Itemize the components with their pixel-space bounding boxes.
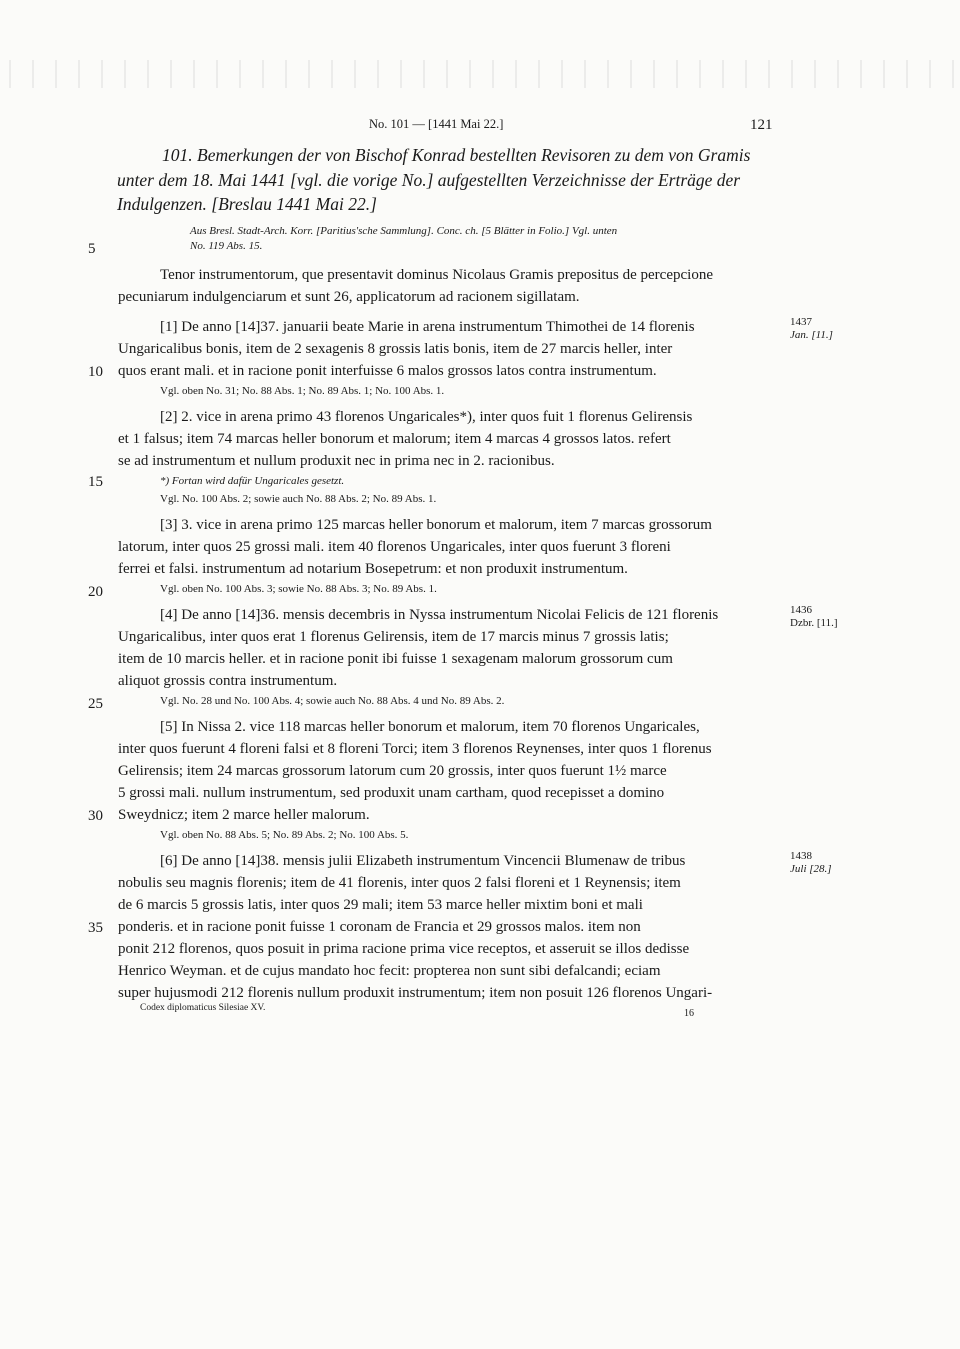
margin-date: Dzbr. [11.]	[790, 616, 838, 629]
margin-year: 1438	[790, 850, 812, 862]
page-number: 121	[750, 117, 773, 133]
margin-year: 1437	[790, 316, 812, 328]
entry-4-reference: Vgl. No. 28 und No. 100 Abs. 4; sowie auch No. 88 Abs. 4 und No. 89 Abs. 2.	[160, 695, 505, 707]
line-number: 35	[88, 920, 103, 936]
line-number: 5	[88, 241, 96, 257]
entry-4-line-1: [4] De anno [14]36. mensis decembris in Nyssa instrumentum Nicolai Felicis de 121 florenis	[160, 607, 719, 623]
entry-2-line-3: se ad instrumentum et nullum produxit nec in prima nec in 2. racionibus.	[118, 453, 555, 469]
line-number: 20	[88, 584, 103, 600]
margin-year: 1436	[790, 604, 812, 616]
intro-line-1: Tenor instrumentorum, que presentavit dominus Nicolaus Gramis prepositus de percepcione	[160, 267, 713, 283]
line-number: 15	[88, 474, 103, 490]
document-title-line-2: unter dem 18. Mai 1441 [vgl. die vorige No.] aufgestellten Verzeichnisse der Erträge der	[117, 170, 741, 190]
entry-6-line-6: Henrico Weyman. et de cujus mandato hoc fecit: propterea non sunt sibi defalcandi; eciam	[118, 963, 661, 979]
source-note-line-1: Aus Bresl. Stadt-Arch. Korr. [Paritius'sche Sammlung]. Conc. ch. [5 Blätter in Folio.] Vgl. unten	[190, 225, 618, 237]
entry-3-line-3: ferrei et falsi. instrumentum ad notarium Bosepetrum: et non produxit instrumentum.	[118, 561, 628, 577]
sheet-signature: 16	[684, 1008, 694, 1019]
entry-1-line-1: [1] De anno [14]37. januarii beate Marie in arena instrumentum Thimothei de 14 florenis	[160, 319, 695, 335]
margin-note-1438	[790, 850, 832, 875]
entry-6-line-4: ponderis. et in racione ponit fuisse 1 coronam de Francia et 29 grossos malos. item non	[118, 919, 641, 935]
margin-date: Jan. [11.]	[790, 328, 833, 341]
entry-5-line-3: Gelirensis; item 24 marcas grossorum latorum cum 20 grossis, inter quos fuerunt 1½ marce	[118, 763, 667, 779]
document-title-line-3: Indulgenzen. [Breslau 1441 Mai 22.]	[117, 194, 377, 214]
line-number: 25	[88, 696, 103, 712]
line-number: 30	[88, 808, 103, 824]
intro-line-2: pecuniarum indulgenciarum et sunt 26, applicatorum ad racionem sigillatam.	[118, 289, 580, 305]
entry-2-line-2: et 1 falsus; item 74 marcas heller bonorum et malorum; item 4 marcas 4 grossos latos. refert	[118, 431, 671, 447]
source-note-line-2: No. 119 Abs. 15.	[190, 240, 263, 252]
entry-6-line-1: [6] De anno [14]38. mensis julii Elizabeth instrumentum Vincencii Blumenaw de tribus	[160, 853, 686, 869]
entry-6-line-2: nobulis seu magnis florenis; item de 41 florenis, inter quos 2 falsi floreni et 1 Reynensis; item	[118, 875, 681, 891]
entry-4-line-4: aliquot grossis contra instrumentum.	[118, 673, 338, 689]
margin-note-1436	[790, 604, 838, 629]
entry-3-line-1: [3] 3. vice in arena primo 125 marcas heller bonorum et malorum, item 7 marcas grossorum	[160, 517, 712, 533]
document-title-line-1: 101. Bemerkungen der von Bischof Konrad bestellten Revisoren zu dem von Gramis	[162, 145, 751, 165]
entry-5-line-1: [5] In Nissa 2. vice 118 marcas heller bonorum et malorum, item 70 florenos Ungaricales,	[160, 719, 700, 735]
line-number: 10	[88, 364, 103, 380]
entry-5-reference: Vgl. oben No. 88 Abs. 5; No. 89 Abs. 2; No. 100 Abs. 5.	[160, 829, 409, 841]
codex-footer: Codex diplomaticus Silesiae XV.	[140, 1003, 266, 1013]
margin-date: Juli [28.]	[790, 862, 832, 875]
running-header: No. 101 — [1441 Mai 22.]	[369, 117, 504, 131]
scan-noise-band	[0, 60, 960, 88]
entry-5-line-4: 5 grossi mali. nullum instrumentum, sed produxit unam cartham, quod recepisset a domino	[118, 785, 665, 801]
entry-2-footnote: *) Fortan wird dafür Ungaricales gesetzt.	[160, 475, 345, 487]
entry-5-line-5: Sweydnicz; item 2 marce heller malorum.	[118, 807, 370, 823]
entry-1-line-3: quos erant mali. et in racione ponit interfuisse 6 malos grossos latos contra instrumentum.	[118, 363, 657, 379]
entry-5-line-2: inter quos fuerunt 4 floreni falsi et 8 floreni Torci; item 3 florenos Reynenses, inter quos 1 florenus	[118, 741, 712, 757]
margin-note-1437	[790, 316, 833, 341]
entry-6-line-7: super hujusmodi 212 florenis nullum produxit instrumentum; item non posuit 126 florenos Ungari-	[118, 985, 713, 1001]
entry-6-line-3: de 6 marcis 5 grossis latis, inter quos 29 mali; item 53 marce heller mixtim boni et mali	[118, 897, 643, 913]
entry-4-line-2: Ungaricalibus, inter quos erat 1 florenus Gelirensis, item de 17 marcis minus 7 grossis latis;	[118, 629, 669, 645]
entry-2-reference: Vgl. No. 100 Abs. 2; sowie auch No. 88 Abs. 2; No. 89 Abs. 1.	[160, 493, 437, 505]
entry-2-line-1: [2] 2. vice in arena primo 43 florenos Ungaricales*), inter quos fuit 1 florenus Gelirensis	[160, 409, 693, 425]
entry-3-reference: Vgl. oben No. 100 Abs. 3; sowie No. 88 Abs. 3; No. 89 Abs. 1.	[160, 583, 437, 595]
entry-4-line-3: item de 10 marcis heller. et in racione ponit ibi fuisse 1 sexagenam malorum grossorum cum	[118, 651, 673, 667]
entry-1-line-2: Ungaricalibus bonis, item de 2 sexagenis 8 grossis latis bonis, item de 27 marcis heller, inter	[118, 341, 673, 357]
entry-3-line-2: latorum, inter quos 25 grossi mali. item 40 florenos Ungaricales, inter quos fuerunt 3 floreni	[118, 539, 671, 555]
entry-1-reference: Vgl. oben No. 31; No. 88 Abs. 1; No. 89 Abs. 1; No. 100 Abs. 1.	[160, 385, 445, 397]
entry-6-line-5: ponit 212 florenos, quos posuit in prima racione prima vice receptos, et asseruit se illos dedisse	[118, 941, 690, 957]
